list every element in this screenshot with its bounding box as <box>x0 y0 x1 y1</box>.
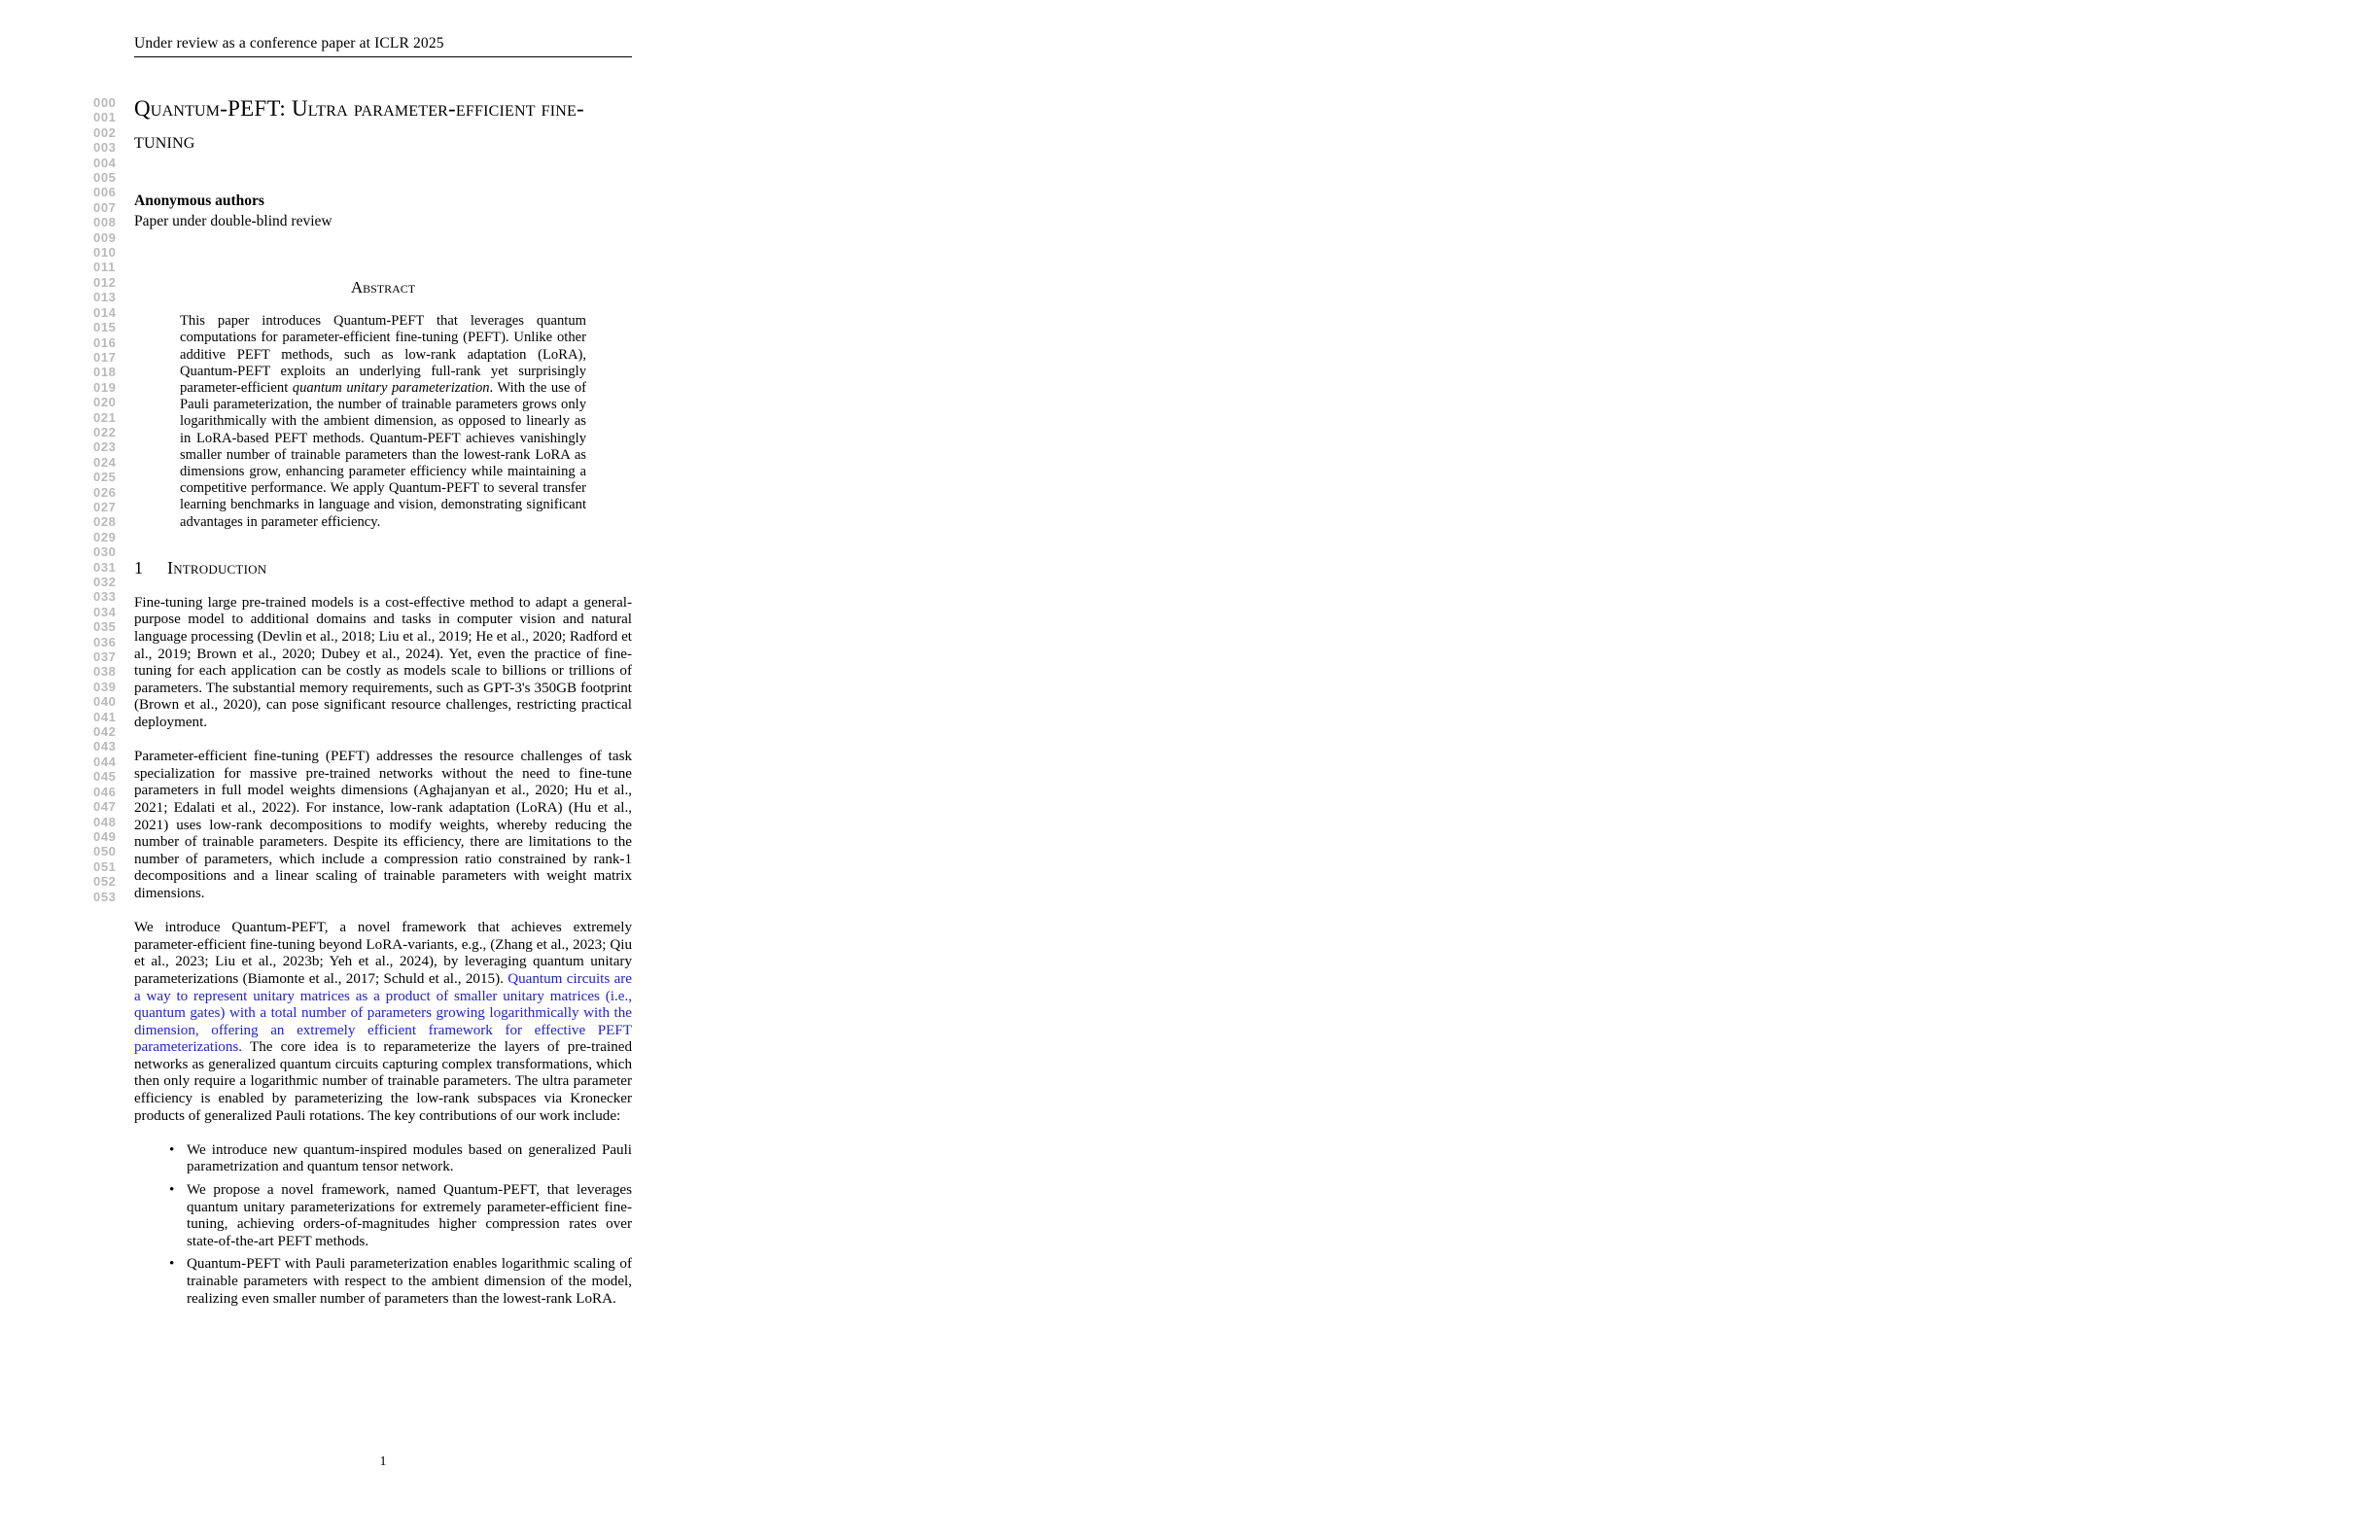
line-number: 026 <box>93 484 117 500</box>
line-number: 024 <box>93 454 117 470</box>
line-number: 022 <box>93 424 117 439</box>
line-number: 005 <box>93 170 117 186</box>
line-number: 038 <box>93 664 117 680</box>
line-number: 027 <box>93 499 117 514</box>
line-number: 019 <box>93 379 117 395</box>
line-number: 043 <box>93 739 117 754</box>
line-number: 031 <box>93 559 117 575</box>
abstract-heading: Abstract <box>350 278 416 298</box>
line-number: 039 <box>93 679 117 694</box>
author-name: Anonymous authors <box>134 192 264 210</box>
authors-block <box>134 192 632 231</box>
line-number: 046 <box>93 784 117 799</box>
page-title: Quantum-PEFT: Ultra parameter-efficient fine-tuning <box>134 96 584 153</box>
section-1-heading <box>134 558 632 578</box>
intro-paragraph-3: We introduce Quantum-PEFT, a novel framework that achieves extremely parameter-efficient fine-tuning beyond LoRA-variants, e.g., (Zhang et al., 2023; Qiu et al., 2023; Liu et al., 2023b; Yeh et al., 2024), by leveraging quantum unitary parameterizations (Biamonte et al., 2017; Schuld et al., 2015). Quantum circuits are a way to represent unitary matrices as a product of smaller unitary matrices (i.e., quantum gates) with a total number of parameters growing logarithmically with the dimension, offering an extremely efficient framework for effective PEFT parameterizations. The core idea is to reparameterize the layers of pre-trained networks as generalized quantum circuits capturing complex transformations, which then only require a logarithmic number of trainable parameters. The ultra parameter efficiency is enabled by parameterizing the low-rank subspaces via Kronecker products of generalized Pauli rotations. The key contributions of our work include: <box>134 920 632 1124</box>
line-number: 021 <box>93 409 117 425</box>
line-number: 014 <box>93 304 117 320</box>
line-number: 025 <box>93 470 117 485</box>
list-item: • We introduce new quantum-inspired modules based on generalized Pauli parametrization and quantum tensor network. <box>158 1142 632 1176</box>
line-number: 000 <box>93 95 117 110</box>
line-number: 049 <box>93 828 117 844</box>
line-number: 012 <box>93 274 117 290</box>
line-number: 033 <box>93 589 117 605</box>
line-number: 028 <box>93 514 117 530</box>
line-number: 018 <box>93 365 117 380</box>
line-number: 002 <box>93 124 117 140</box>
line-number: 007 <box>93 199 117 215</box>
intro-paragraph-2: Parameter-efficient fine-tuning (PEFT) addresses the resource challenges of task specialization for massive pre-trained networks without the need to fine-tune parameters in full model weights dimensions (Aghajanyan et al., 2020; Hu et al., 2021; Edalati et al., 2022). For instance, low-rank adaptation (LoRA) (Hu et al., 2021) uses low-rank decompositions to modify weights, whereby reducing the number of trainable parameters. Despite its efficiency, there are limitations to the number of parameters, which include a compression ratio constrained by rank-1 decompositions and a linear scaling of trainable parameters with weight matrix dimensions. <box>134 749 632 901</box>
running-head-text: Under review as a conference paper at ICLR 2025 <box>134 35 444 52</box>
line-number: 053 <box>93 889 117 904</box>
line-numbers-left <box>93 95 117 904</box>
line-number: 037 <box>93 649 117 665</box>
line-number: 006 <box>93 185 117 200</box>
section-1-title: Introduction <box>167 557 267 578</box>
line-number: 032 <box>93 575 117 589</box>
page-1-column <box>134 93 632 1308</box>
line-number: 009 <box>93 229 117 245</box>
line-number: 013 <box>93 290 117 305</box>
line-number: 042 <box>93 724 117 740</box>
line-number: 010 <box>93 245 117 261</box>
line-number: 030 <box>93 544 117 560</box>
line-number: 052 <box>93 874 117 890</box>
line-number: 029 <box>93 529 117 544</box>
running-head-rule <box>134 56 632 57</box>
line-number: 023 <box>93 439 117 455</box>
list-item: • Quantum-PEFT with Pauli parameterization enables logarithmic scaling of trainable parameters with respect to the ambient dimension of the model, realizing even smaller number of parameters than the lowest-rank LoRA. <box>158 1256 632 1308</box>
line-number: 016 <box>93 334 117 350</box>
line-number: 048 <box>93 814 117 829</box>
line-number: 040 <box>93 694 117 710</box>
line-number: 044 <box>93 753 117 769</box>
line-number: 050 <box>93 844 117 859</box>
page-2 <box>1190 0 2380 1540</box>
line-number: 045 <box>93 769 117 785</box>
line-number: 020 <box>93 395 117 410</box>
line-number: 051 <box>93 858 117 874</box>
line-number: 011 <box>93 260 116 275</box>
line-number: 035 <box>93 619 117 635</box>
list-item: • We propose a novel framework, named Quantum-PEFT, that leverages quantum unitary parameterizations for extremely parameter-efficient fine-tuning, achieving orders-of-magnitudes higher compression rates over state-of-the-art PEFT methods. <box>158 1182 632 1250</box>
line-number: 017 <box>93 349 117 365</box>
line-number: 003 <box>93 140 117 156</box>
line-number: 004 <box>93 155 117 170</box>
abstract-body <box>180 313 586 531</box>
intro-paragraph-1: Fine-tuning large pre-trained models is a cost-effective method to adapt a general-purpose model to additional domains and tasks in computer vision and natural language processing (Devlin et al., 2018; Liu et al., 2019; He et al., 2020; Radford et al., 2019; Brown et al., 2020; Dubey et al., 2024). Yet, even the practice of fine-tuning for each application can be costly as models scale to billions or trillions of parameters. The substantial memory requirements, such as GPT-3's 350GB footprint (Brown et al., 2020), can pose significant resource challenges, restricting practical deployment. <box>134 594 632 731</box>
line-number: 015 <box>93 320 117 335</box>
author-subtitle: Paper under double-blind review <box>134 212 332 229</box>
line-number: 034 <box>93 604 117 619</box>
line-number: 001 <box>93 110 117 125</box>
abstract-paragraph: This paper introduces Quantum-PEFT that leverages quantum computations for parameter-efficient fine-tuning (PEFT). Unlike other additive PEFT methods, such as low-rank adaptation (LoRA), Quantum-PEFT exploits an underlying full-rank yet surprisingly parameter-efficient quantum unitary parameterization. With the use of Pauli parameterization, the number of trainable parameters grows only logarithmically with the ambient dimension, as opposed to linearly as in LoRA-based PEFT methods. Quantum-PEFT achieves vanishingly smaller number of trainable parameters than the lowest-rank LoRA as dimensions grow, enhancing parameter efficiency while maintaining a competitive performance. We apply Quantum-PEFT to several transfer learning benchmarks in language and vision, demonstrating significant advantages in parameter efficiency. <box>180 313 586 530</box>
line-number: 047 <box>93 799 117 815</box>
contribution-list <box>134 1142 632 1308</box>
section-1-number: 1 <box>134 557 144 578</box>
running-head-left <box>134 35 632 57</box>
page-number-left: 1 <box>379 1454 387 1469</box>
line-number: 008 <box>93 215 117 230</box>
line-number: 041 <box>93 709 117 724</box>
line-number: 036 <box>93 634 117 649</box>
